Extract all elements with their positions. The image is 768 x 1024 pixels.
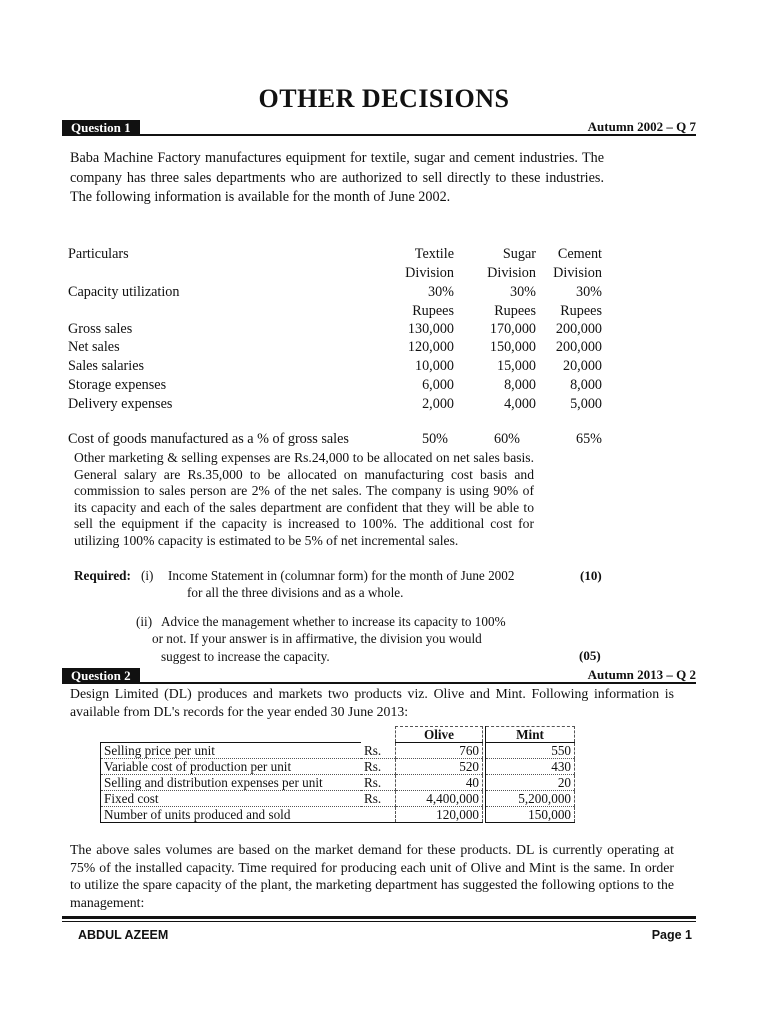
row-label: Sales salaries [68,358,145,374]
cell: 150,000 [489,339,536,355]
table-row [68,283,608,302]
table-row [101,807,575,823]
requirement-i-text-1: Income Statement in (columnar form) for the month of June 2002 [168,568,515,583]
olive-cell: 4,400,000 [396,791,483,807]
cell: 30% [575,284,602,300]
column-sub-cement: Division [553,265,602,281]
question-2-intro: Design Limited (DL) produces and markets two products viz. Olive and Mint. Following information is available from DL's records for the year ended 30 June 2013: [70,686,674,719]
cell: 120,000 [407,339,454,355]
unit-cell: Rs. [361,743,396,759]
row-label: Delivery expenses [68,396,173,412]
column-header-olive: Olive [396,727,483,743]
table-row [68,376,608,395]
column-sub-textile: Division [405,265,454,281]
table-row [68,430,608,449]
unit-cell: Rs. [361,759,396,775]
unit-cell [361,807,396,823]
olive-cell: 40 [396,775,483,791]
required-label: Required: [74,568,131,583]
cell: 2,000 [422,396,454,412]
requirement-i-number: (i) [141,568,154,583]
cell: 60% [493,431,520,447]
column-header-mint: Mint [486,727,575,743]
unit-row [68,302,608,321]
row-label: Gross sales [68,321,133,337]
table-header-sub-row [68,264,608,283]
footer-rule [62,916,696,919]
mint-cell: 430 [486,759,575,775]
olive-cell: 760 [396,743,483,759]
table-row [68,338,608,357]
requirement-ii-number: (ii) [136,614,153,629]
row-label: Capacity utilization [68,284,180,300]
unit-cell: Rs. [361,775,396,791]
cell: 8,000 [570,377,602,393]
question-1-header [62,120,696,136]
table-header-row [68,245,608,264]
table-header-row [101,727,575,743]
requirement-ii-marks: (05) [579,648,601,663]
footer-rule-thin [62,921,696,922]
row-label: Fixed cost [101,791,362,807]
cell: 170,000 [489,321,536,337]
cell: 4,000 [504,396,536,412]
column-header-textile: Textile [414,246,454,262]
cell: 30% [509,284,536,300]
requirement-ii-text-3: suggest to increase the capacity. [161,649,330,664]
requirement-ii-text-1: Advice the management whether to increase its capacity to 100% [161,614,506,629]
table-row [68,395,608,414]
cell: 30% [427,284,454,300]
row-label: Storage expenses [68,377,167,393]
requirement-ii-text-2: or not. If your answer is in affirmative, the division you would [152,631,482,646]
particulars-label: Particulars [68,246,129,262]
unit-cell: Rs. [361,791,396,807]
table-row [101,743,575,759]
row-label: Number of units produced and sold [101,807,362,823]
cell: 130,000 [407,321,454,337]
mint-cell: 150,000 [486,807,575,823]
question-1-notes: Other marketing & selling expenses are Rs.24,000 to be allocated on net sales basis. General salary are Rs.35,000 to be allocated on manufacturing cost basis and commission to sales person are 2% of the net sales. The company is using 90% of its capacity and each of the sales department are confident that they will be able to sell the equipment if the capacity is increased to 100%. The additional cost for utilizing 100% capacity is estimated to be 5% of net incremental sales. [74,450,534,548]
cell: 6,000 [422,377,454,393]
table-row [68,357,608,376]
mint-cell: 550 [486,743,575,759]
question-1-reference: Autumn 2002 – Q 7 [587,119,696,134]
requirement-i-text-2: for all the three divisions and as a whole. [187,585,404,600]
table-row [101,775,575,791]
footer-page-number: Page 1 [651,928,692,942]
cell: 5,000 [570,396,602,412]
footer-author: ABDUL AZEEM [78,928,169,942]
requirement-i-marks: (10) [580,568,602,583]
cell: Rupees [412,303,454,319]
table-row [68,320,608,339]
row-label: Cost of goods manufactured as a % of gross sales [68,431,349,447]
cell: Rupees [494,303,536,319]
cell: 8,000 [504,377,536,393]
question-2-reference: Autumn 2013 – Q 2 [587,667,696,682]
question-2-header [62,668,696,684]
row-label: Net sales [68,339,120,355]
row-label: Selling and distribution expenses per unit [101,775,362,791]
row-label: Selling price per unit [101,743,362,759]
mint-cell: 5,200,000 [486,791,575,807]
row-label: Variable cost of production per unit [101,759,362,775]
cell: 50% [421,431,448,447]
page-title: OTHER DECISIONS [258,84,510,113]
olive-cell: 520 [396,759,483,775]
cell: 15,000 [496,358,536,374]
cell: 65% [575,431,602,447]
question-2-body: The above sales volumes are based on the market demand for these products. DL is currently operating at 75% of the installed capacity. Time required for producing each unit of Olive and Mint is the same. In order to utilize the spare capacity of the plant, the marketing department has suggested the following options to the management: [70,842,674,910]
cell: 10,000 [414,358,454,374]
olive-cell: 120,000 [396,807,483,823]
cell: 20,000 [562,358,602,374]
question-1-intro: Baba Machine Factory manufactures equipment for textile, sugar and cement industries. The company has three sales departments who are authorized to sell directly to these industries. The following information is available for the month of June 2002. [70,150,604,205]
table-row [101,759,575,775]
cell: 200,000 [555,339,602,355]
cell: 200,000 [555,321,602,337]
column-header-sugar: Sugar [502,246,536,262]
cell: Rupees [560,303,602,319]
mint-cell: 20 [486,775,575,791]
question-2-label: Question 2 [62,668,140,684]
q2-product-table [100,726,575,823]
table-row [101,791,575,807]
question-1-label: Question 1 [62,120,140,136]
column-header-cement: Cement [557,246,602,262]
column-sub-sugar: Division [487,265,536,281]
